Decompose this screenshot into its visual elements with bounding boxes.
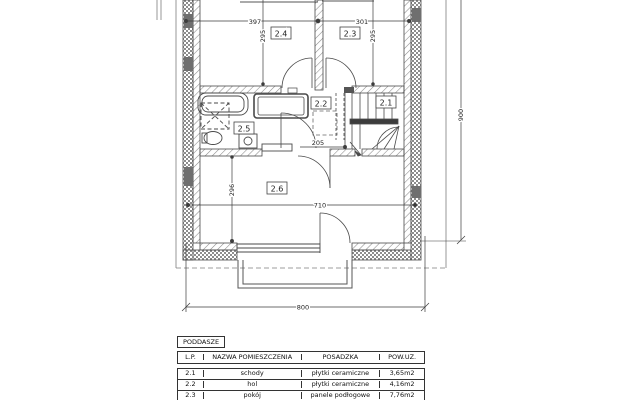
room-label-2-3 — [340, 27, 360, 39]
svg-text:2.3: 2.3 — [343, 29, 357, 39]
knee-wall-dashed — [313, 111, 337, 135]
shower-dashed — [201, 103, 229, 129]
dim-room26-height: 296 — [228, 183, 236, 197]
bottom-wall-right-inner — [352, 243, 404, 250]
table-row — [178, 380, 424, 391]
cell-area: 3,65m2 — [389, 370, 415, 377]
mid-wall-right — [362, 149, 404, 156]
walls — [183, 0, 421, 260]
cell-area: 7,76m2 — [389, 392, 415, 399]
cell-lp: 2.3 — [178, 392, 204, 399]
dim-room24-height: 295 — [259, 29, 267, 43]
bathroom-top-wall — [200, 86, 281, 93]
schedule-body — [177, 368, 425, 400]
svg-text:2.5: 2.5 — [237, 124, 251, 134]
cell-floor: panele podłogowe — [302, 392, 381, 399]
room-label-2-4 — [271, 27, 291, 39]
right-inner-wall — [404, 0, 411, 243]
svg-text:2.4: 2.4 — [274, 29, 288, 39]
balcony-outline — [238, 260, 352, 288]
header-area: POW.UŻ. — [388, 353, 417, 361]
cell-area: 4,16m2 — [389, 381, 415, 388]
left-outer-wall — [183, 0, 193, 260]
room-label-2-5 — [234, 122, 254, 134]
bottom-wall-right — [352, 250, 411, 260]
header-floor: POSADZKA — [302, 354, 381, 361]
right-outer-wall — [411, 0, 421, 260]
cell-floor: płytki ceramiczne — [302, 370, 381, 377]
schedule-title: PODDASZE — [177, 336, 225, 348]
bottom-wall-left-inner — [200, 243, 237, 250]
cell-name: schody — [204, 370, 302, 377]
dim-total-width: 800 — [296, 303, 310, 312]
center-wall — [315, 0, 323, 90]
stairs-top-wall — [352, 86, 404, 93]
left-inner-wall — [193, 0, 200, 243]
cell-floor: płytki ceramiczne — [302, 381, 381, 388]
header-lp: L.P. — [178, 354, 204, 361]
door-balcony — [320, 213, 350, 243]
bottom-window — [237, 243, 320, 253]
room-schedule — [177, 336, 425, 400]
bottom-wall-left — [183, 250, 237, 260]
schedule-header-row — [177, 351, 425, 364]
door-room26 — [298, 156, 330, 188]
dim-inner-width: 710 — [313, 201, 327, 210]
table-row — [178, 369, 424, 380]
mid-wall-left — [200, 149, 262, 156]
door-room23 — [326, 58, 356, 88]
door-room24 — [282, 58, 312, 88]
cell-name: hol — [204, 381, 302, 388]
room-label-2-1 — [376, 96, 396, 108]
svg-text:2.6: 2.6 — [270, 184, 284, 194]
stair-landing-edge — [350, 119, 398, 124]
mid-wall-center — [330, 149, 355, 156]
shelf — [262, 144, 292, 151]
dim-height-right: 900 — [457, 108, 465, 122]
svg-text:2.2: 2.2 — [314, 99, 328, 109]
dim-top-left: 397 — [248, 18, 262, 26]
room-label-2-6 — [267, 182, 287, 194]
washer — [239, 134, 257, 148]
svg-text:2.1: 2.1 — [379, 98, 393, 108]
cell-lp: 2.1 — [178, 370, 204, 377]
table-row — [178, 391, 424, 400]
room-label-2-2 — [311, 97, 331, 109]
cell-lp: 2.2 — [178, 381, 204, 388]
dim-top-right: 301 — [355, 18, 369, 26]
dim-room23-height: 295 — [369, 29, 377, 43]
dim-hall-width: 205 — [311, 139, 325, 147]
cell-name: pokój — [204, 392, 302, 399]
header-name: NAZWA POMIESZCZENIA — [204, 354, 302, 361]
